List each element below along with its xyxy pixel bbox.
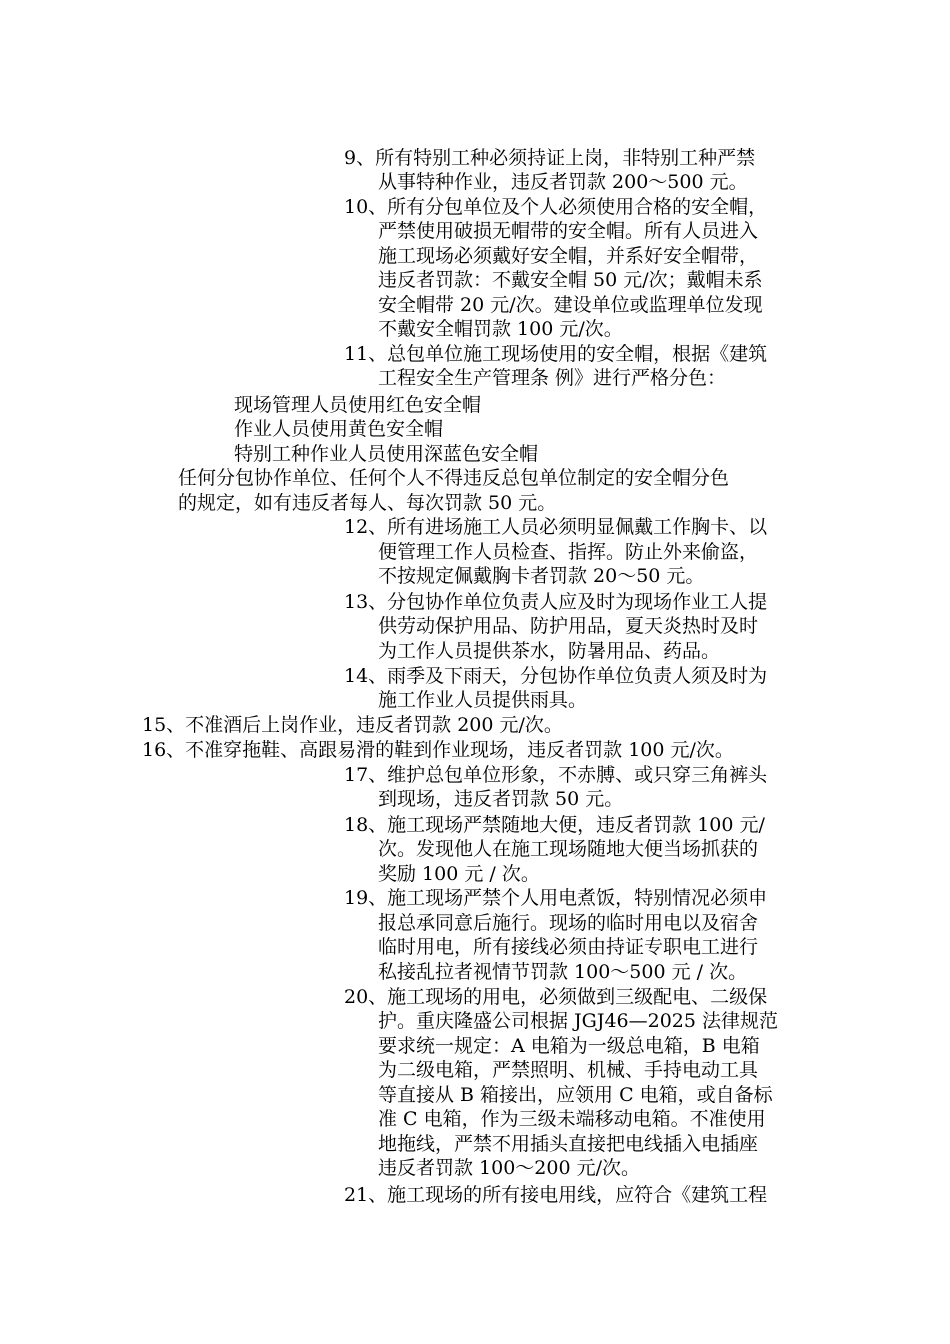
text-line: 9、所有特别工种必须持证上岗，非特别工种严禁 [344,147,756,169]
text-line: 要求统一规定：A 电箱为一级总电箱，B 电箱 [378,1035,760,1057]
text-line: 14、雨季及下雨天，分包协作单位负责人须及时为 [344,665,768,687]
text-line: 为二级电箱，严禁照明、机械、手持电动工具 [378,1059,759,1081]
text-line: 不戴安全帽罚款 100 元/次。 [378,318,623,340]
text-line: 安全帽带 20 元/次。建设单位或监理单位发现 [378,294,763,316]
text-line: 奖励 100 元 / 次。 [378,863,540,885]
text-line: 从事特种作业，违反者罚款 200～500 元。 [378,171,748,193]
text-line: 准 C 电箱，作为三级未端移动电箱。不准使用 [378,1108,766,1130]
text-line: 13、分包协作单位负责人应及时为现场作业工人提 [344,591,768,613]
text-line: 21、施工现场的所有接电用线，应符合《建筑工程 [344,1184,768,1206]
text-line: 不按规定佩戴胸卡者罚款 20～50 元。 [378,565,705,587]
text-line: 16、不准穿拖鞋、高跟易滑的鞋到作业现场，违反者罚款 100 元/次。 [142,739,734,761]
text-line: 11、总包单位施工现场使用的安全帽，根据《建筑 [344,343,768,365]
text-line: 为工作人员提供茶水，防暑用品、药品。 [378,640,721,662]
text-line: 临时用电，所有接线必须由持证专职电工进行 [378,936,759,958]
text-line: 严禁使用破损无帽带的安全帽。所有人员进入 [378,220,759,242]
text-line: 违反者罚款 100～200 元/次。 [378,1157,641,1179]
text-line: 作业人员使用黄色安全帽 [234,418,444,440]
text-line: 施工作业人员提供雨具。 [378,689,588,711]
text-line: 报总承同意后施行。现场的临时用电以及宿舍 [378,912,759,934]
text-line: 17、维护总包单位形象，不赤膊、或只穿三角裤头 [344,764,768,786]
text-line: 地拖线，严禁不用插头直接把电线插入电插座 [378,1133,759,1155]
text-line: 20、施工现场的用电，必须做到三级配电、二级保 [344,986,768,1008]
text-line: 到现场，违反者罚款 50 元。 [378,788,624,810]
text-line: 护。重庆隆盛公司根据 JGJ46—2025 法律规范 [378,1010,779,1032]
text-line: 的规定，如有违反者每人、每次罚款 50 元。 [178,492,557,514]
text-line: 私接乱拉者视情节罚款 100～500 元 / 次。 [378,961,748,983]
text-line: 便管理工作人员检查、指挥。防止外来偷盗， [378,541,759,563]
text-line: 供劳动保护用品、防护用品，夏天炎热时及时 [378,615,759,637]
text-line: 15、不准酒后上岗作业，违反者罚款 200 元/次。 [142,714,563,736]
text-line: 12、所有进场施工人员必须明显佩戴工作胸卡、以 [344,516,768,538]
text-line: 施工现场必须戴好安全帽，并系好安全帽带， [378,245,759,267]
text-line: 违反者罚款：不戴安全帽 50 元/次；戴帽未系 [378,269,763,291]
text-line: 等直接从 B 箱接出，应领用 C 电箱，或自备标 [378,1084,773,1106]
text-line: 现场管理人员使用红色安全帽 [234,394,482,416]
text-line: 任何分包协作单位、任何个人不得违反总包单位制定的安全帽分色 [178,467,730,489]
text-line: 次。发现他人在施工现场随地大便当场抓获的 [378,838,759,860]
text-line: 10、所有分包单位及个人必须使用合格的安全帽， [344,196,768,218]
text-line: 19、施工现场严禁个人用电煮饭，特别情况必须申 [344,887,768,909]
text-line: 特别工种作业人员使用深蓝色安全帽 [234,443,539,465]
text-line: 18、施工现场严禁随地大便，违反者罚款 100 元/ [344,814,765,836]
text-line: 工程安全生产管理条 例》进行严格分色： [378,367,727,389]
